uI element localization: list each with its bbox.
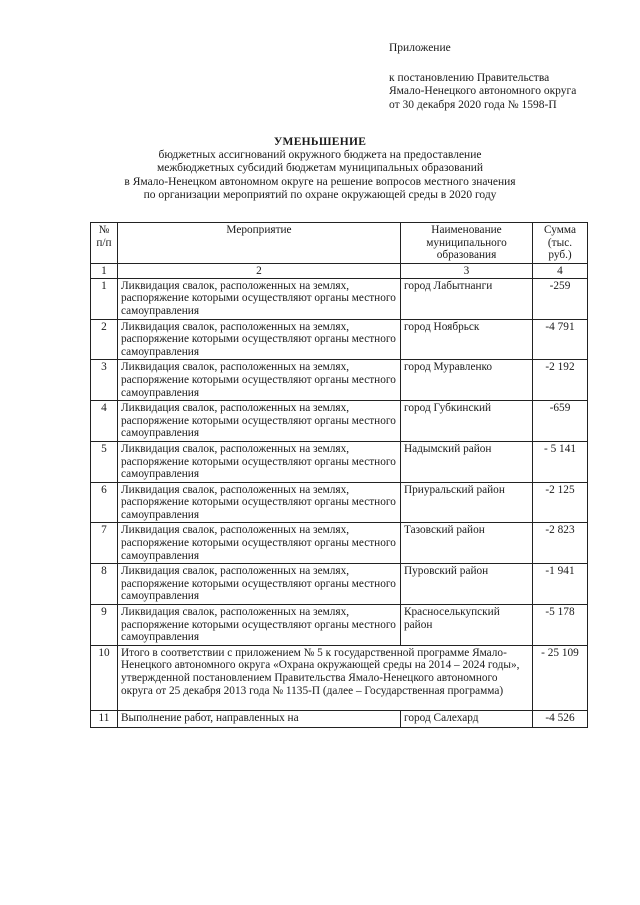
title-line-4: по организации мероприятий по охране окружающей среды в 2020 году — [143, 188, 497, 201]
row-municipality: город Лабытнанги — [401, 278, 533, 319]
title-heading: УМЕНЬШЕНИЕ — [273, 136, 367, 148]
document-title — [0, 136, 640, 202]
row-event: Ликвидация свалок, расположенных на землях, распоряжение которыми осуществляют органы местного самоуправления — [118, 401, 401, 442]
row-sum: - 25 109 — [533, 645, 588, 710]
row-event: Ликвидация свалок, расположенных на землях, распоряжение которыми осуществляют органы местного самоуправления — [118, 482, 401, 523]
table-row — [91, 564, 588, 605]
row-number: 7 — [91, 523, 118, 564]
row-event: Ликвидация свалок, расположенных на землях, распоряжение которыми осуществляют органы местного самоуправления — [118, 360, 401, 401]
row-number: 5 — [91, 441, 118, 482]
row-number: 2 — [91, 319, 118, 360]
appendix-date: от 30 декабря 2020 года № 1598-П — [389, 98, 557, 111]
index-cell: 4 — [533, 263, 588, 278]
table-row — [91, 319, 588, 360]
row-municipality: Пуровский район — [401, 564, 533, 605]
row-event: Ликвидация свалок, расположенных на землях, распоряжение которыми осуществляют органы местного самоуправления — [118, 605, 401, 646]
appendix-block — [389, 42, 576, 112]
row-event: Выполнение работ, направленных на — [118, 710, 401, 727]
table-row — [91, 710, 588, 727]
row-number: 6 — [91, 482, 118, 523]
row-sum: -1 941 — [533, 564, 588, 605]
column-index-row — [91, 263, 588, 278]
row-sum: -5 178 — [533, 605, 588, 646]
row-municipality: Тазовский район — [401, 523, 533, 564]
row-municipality: Надымский район — [401, 441, 533, 482]
row-municipality: Приуральский район — [401, 482, 533, 523]
row-number: 9 — [91, 605, 118, 646]
row-number: 3 — [91, 360, 118, 401]
row-event: Ликвидация свалок, расположенных на землях, распоряжение которыми осуществляют органы местного самоуправления — [118, 278, 401, 319]
table-row-total — [91, 645, 588, 710]
header-municipality: Наименование муниципального образования — [401, 223, 533, 264]
index-cell: 2 — [118, 263, 401, 278]
title-line-2: межбюджетных субсидий бюджетам муниципальных образований — [156, 162, 484, 175]
table-row — [91, 360, 588, 401]
appendix-label: Приложение — [389, 42, 451, 54]
table-row — [91, 278, 588, 319]
row-number: 4 — [91, 401, 118, 442]
row-municipality: город Салехард — [401, 710, 533, 727]
row-sum: -659 — [533, 401, 588, 442]
header-sum: Сумма (тыс. руб.) — [533, 223, 588, 264]
row-sum: -2 823 — [533, 523, 588, 564]
table-row — [91, 401, 588, 442]
row-event: Ликвидация свалок, расположенных на землях, распоряжение которыми осуществляют органы местного самоуправления — [118, 319, 401, 360]
row-municipality: город Ноябрьск — [401, 319, 533, 360]
row-municipality: Красноселькупский район — [401, 605, 533, 646]
appendix-spacer — [389, 56, 576, 72]
row-municipality: город Губкинский — [401, 401, 533, 442]
index-cell: 3 — [401, 263, 533, 278]
row-sum: -4 526 — [533, 710, 588, 727]
row-sum: -4 791 — [533, 319, 588, 360]
table-row — [91, 523, 588, 564]
row-event-total: Итого в соответствии с приложением № 5 к государственной программе Ямало-Ненецкого автономного округа «Охрана окружающей среды на 2014 – 2024 годы», утвержденной постановлением Правительства Ямало-Ненецкого автономного округа от 25 декабря 2013 года № 1135-П (далее – Государственная программа) — [118, 645, 533, 710]
row-number: 8 — [91, 564, 118, 605]
table-header-row — [91, 223, 588, 264]
title-line-1: бюджетных ассигнований окружного бюджета на предоставление — [158, 149, 482, 162]
table-row — [91, 441, 588, 482]
row-event: Ликвидация свалок, расположенных на землях, распоряжение которыми осуществляют органы местного самоуправления — [118, 564, 401, 605]
header-event: Мероприятие — [118, 223, 401, 264]
row-number: 11 — [91, 710, 118, 727]
row-number: 1 — [91, 278, 118, 319]
allocation-table — [90, 222, 588, 728]
table-row — [91, 605, 588, 646]
table-row — [91, 482, 588, 523]
header-num: № п/п — [91, 223, 118, 264]
appendix-region: Ямало-Ненецкого автономного округа — [389, 85, 577, 97]
row-number: 10 — [91, 645, 118, 710]
row-municipality: город Муравленко — [401, 360, 533, 401]
row-event: Ликвидация свалок, расположенных на землях, распоряжение которыми осуществляют органы местного самоуправления — [118, 441, 401, 482]
row-sum: -2 125 — [533, 482, 588, 523]
appendix-resolution: к постановлению Правительства — [389, 71, 550, 84]
row-sum: -2 192 — [533, 360, 588, 401]
row-event: Ликвидация свалок, расположенных на землях, распоряжение которыми осуществляют органы местного самоуправления — [118, 523, 401, 564]
row-sum: - 5 141 — [533, 441, 588, 482]
title-line-3: в Ямало-Ненецком автономном округе на решение вопросов местного значения — [124, 175, 516, 188]
row-sum: -259 — [533, 278, 588, 319]
index-cell: 1 — [91, 263, 118, 278]
